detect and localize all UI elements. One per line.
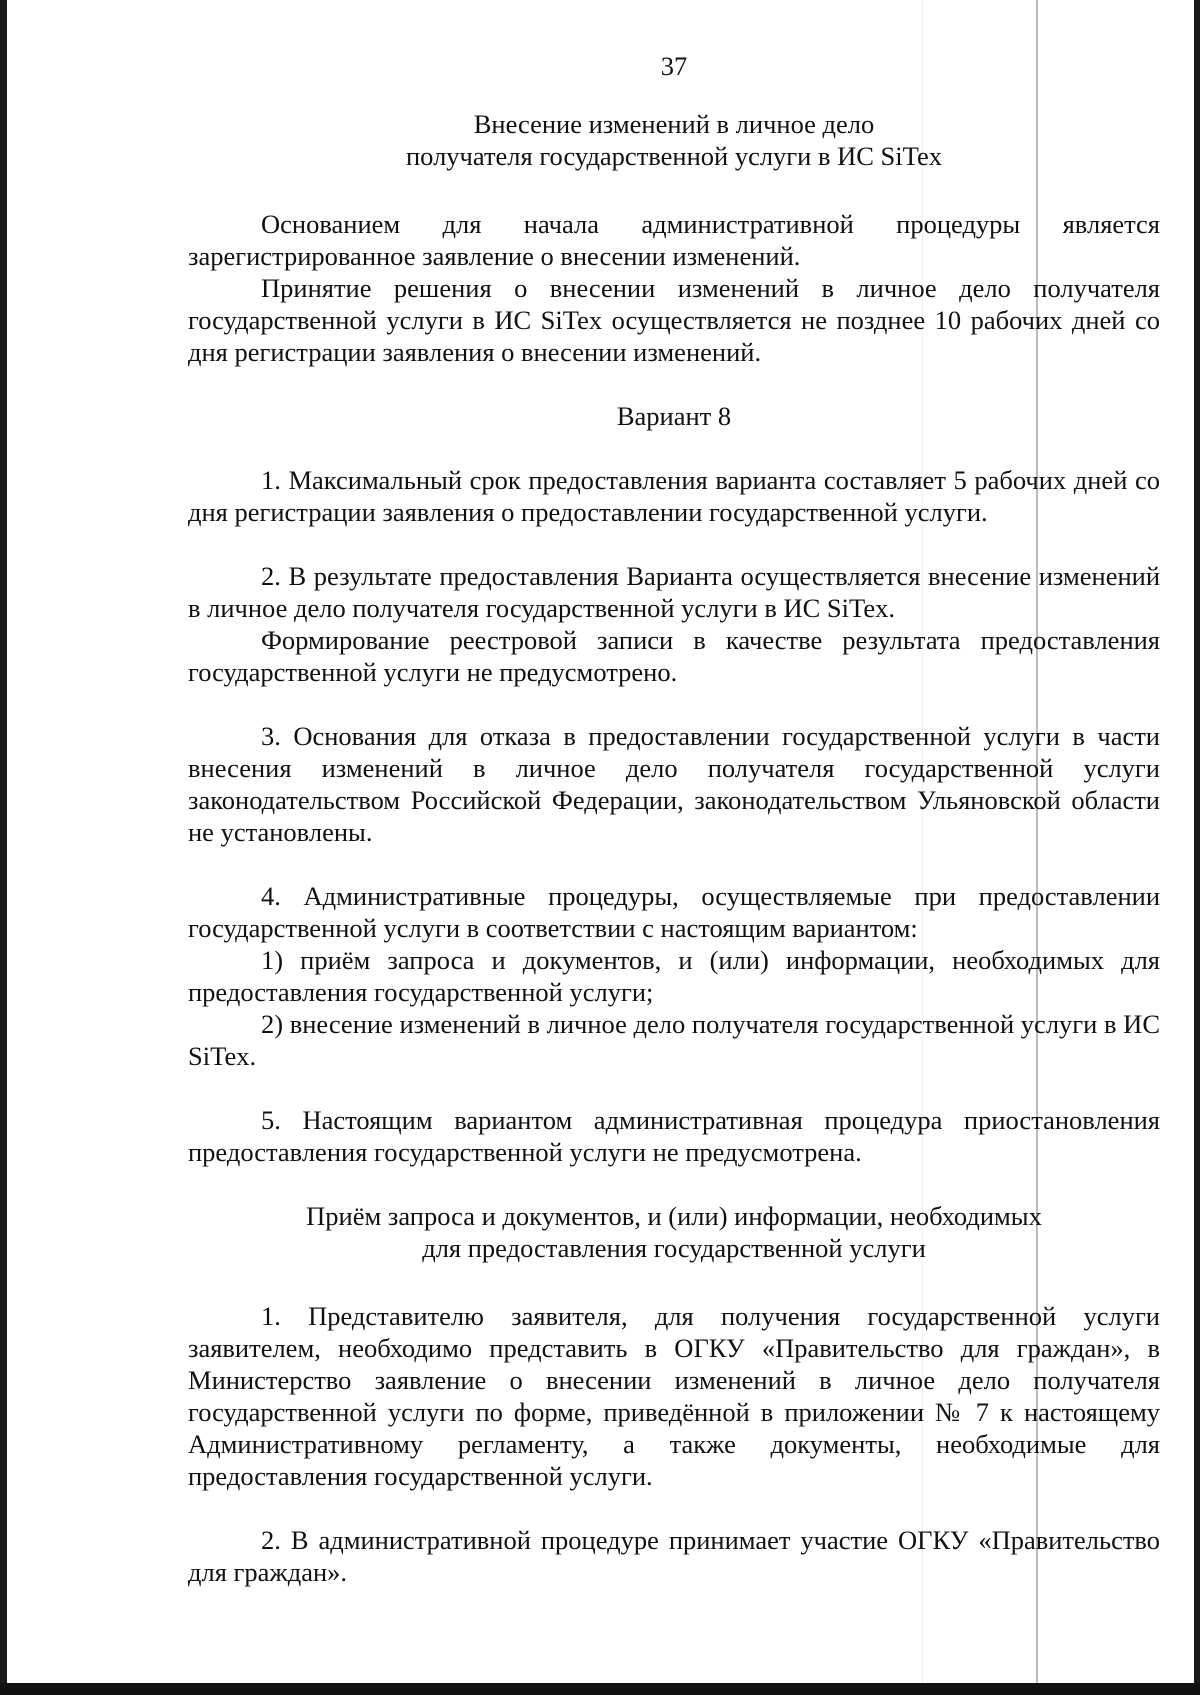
list-item: 2. В результате предоставления Варианта осуществляется внесение изменений в личное дело получателя государственной услуги в ИС SiTex. xyxy=(188,561,1160,623)
list-item: 2. В административной процедуре принимает участие ОГКУ «Правительство для граждан». xyxy=(188,1525,1160,1587)
heading-line: Приём запроса и документов, и (или) информации, необходимых xyxy=(306,1201,1042,1231)
paragraph: Основанием для начала административной процедуры является зарегистрированное заявление о внесении изменений. xyxy=(188,209,1160,271)
section-heading-request-intake xyxy=(188,1200,1160,1264)
spacer xyxy=(188,432,1160,464)
scan-border-left xyxy=(0,0,7,1695)
spacer xyxy=(188,1168,1160,1200)
paragraph: Формирование реестровой записи в качестве результата предоставления государственной услуги не предусмотрено. xyxy=(188,625,1160,687)
spacer xyxy=(188,368,1160,400)
list-item: 4. Административные процедуры, осуществляемые при предоставлении государственной услуги в соответствии с настоящим вариантом: xyxy=(188,881,1160,943)
page-number: 37 xyxy=(660,51,688,81)
spacer xyxy=(188,688,1160,720)
spacer xyxy=(188,1072,1160,1104)
variant-heading: Вариант 8 xyxy=(616,401,732,431)
spacer xyxy=(188,1492,1160,1524)
sub-list-item: 2) внесение изменений в личное дело получателя государственной услуги в ИС SiTex. xyxy=(188,1009,1160,1071)
heading-line: для предоставления государственной услуги xyxy=(422,1233,926,1263)
list-item: 1. Представителю заявителя, для получения государственной услуги заявителем, необходимо представить в ОГКУ «Правительство для граждан», в Министерство заявление о внесении изменений в личное дело получателя государственной услуги по форме, приведённой в приложении № 7 к настоящему Административному регламенту, а также документы, необходимые для предоставления государственной услуги. xyxy=(188,1301,1160,1491)
list-item: 1. Максимальный срок предоставления варианта составляет 5 рабочих дней со дня регистрации заявления о предоставлении государственной услуги. xyxy=(188,465,1160,527)
heading-line: получателя государственной услуги в ИС SiTex xyxy=(405,141,943,171)
paragraph: Принятие решения о внесении изменений в личное дело получателя государственной услуги в ИС SiTex осуществляется не позднее 10 рабочих дней со дня регистрации заявления о внесении изменений. xyxy=(188,273,1160,367)
heading-line: Внесение изменений в личное дело xyxy=(473,109,875,139)
document-page xyxy=(188,50,1160,1588)
spacer xyxy=(188,848,1160,880)
list-item: 5. Настоящим вариантом административная процедура приостановления предоставления государственной услуги не предусмотрена. xyxy=(188,1105,1160,1167)
spacer xyxy=(188,528,1160,560)
scan-border-bottom xyxy=(0,1683,1200,1695)
section-heading-edit-record xyxy=(188,108,1160,172)
sub-list-item: 1) приём запроса и документов, и (или) информации, необходимых для предоставления государственной услуги; xyxy=(188,945,1160,1007)
list-item: 3. Основания для отказа в предоставлении государственной услуги в части внесения изменений в личное дело получателя государственной услуги законодательством Российской Федерации, законодательством Ульяновской области не установлены. xyxy=(188,721,1160,847)
scan-border-right xyxy=(1194,0,1200,1695)
